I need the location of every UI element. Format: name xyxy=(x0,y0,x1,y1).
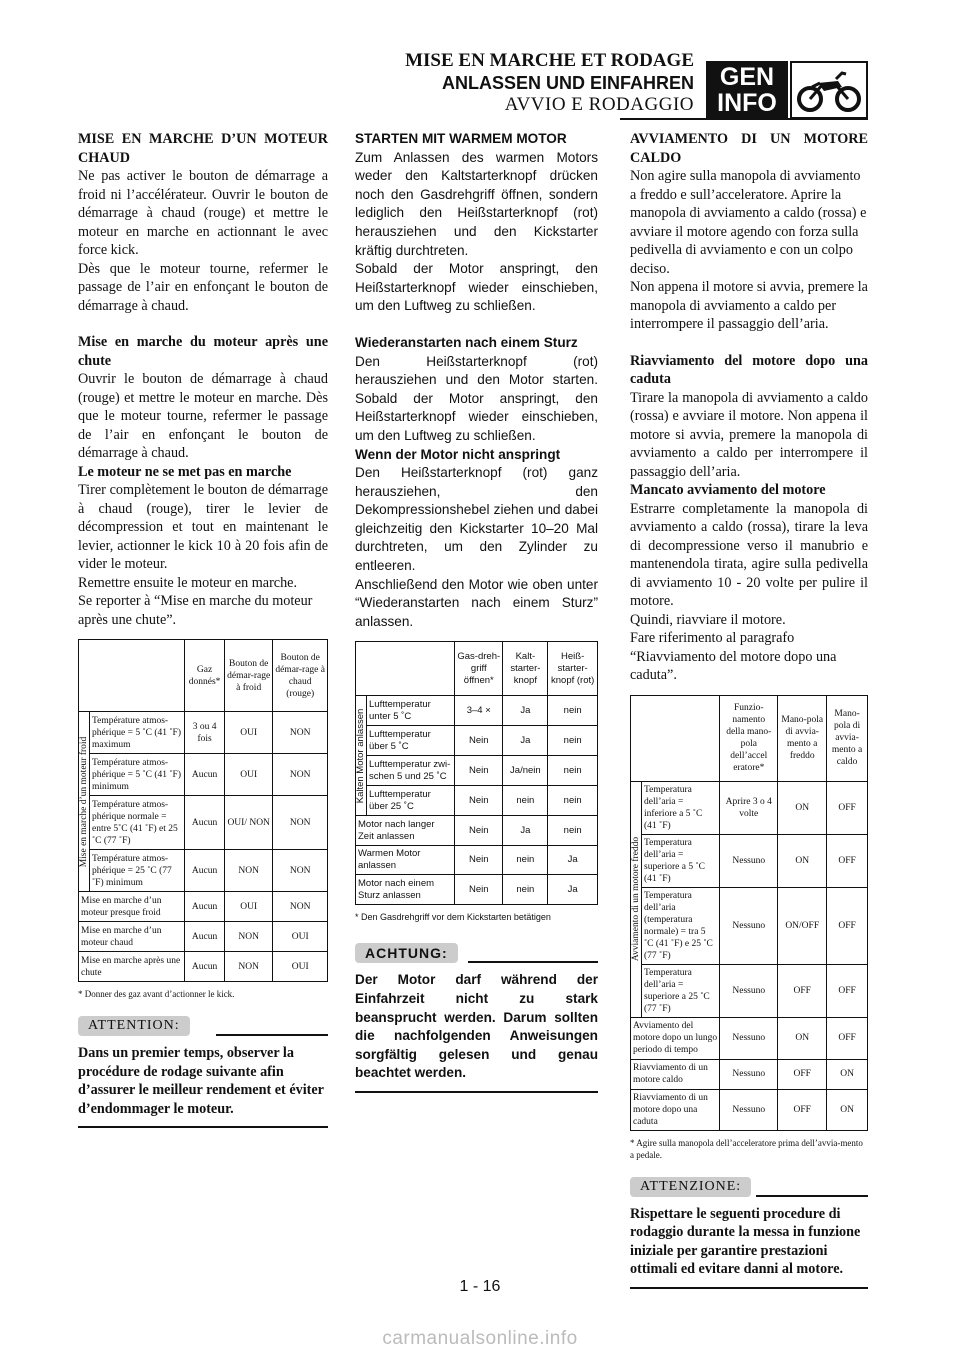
de-table-note: * Den Gasdrehgriff vor dem Kickstarten betätigen xyxy=(355,912,551,923)
table-cell: Température atmos-phérique = 5 ˚C (41 ˚F) maximum xyxy=(90,712,185,754)
table-cell: Warmen Motor anlassen xyxy=(356,846,455,875)
fr-paragraph: Se reporter à “Mise en marche du moteur après une chute”. xyxy=(78,593,313,628)
table-cell: Ja xyxy=(503,696,548,726)
it-paragraph: Tirare la manopola di avviamento a caldo (rossa) e avviare il motore. Non appena il motore si avvia, premere la manopola di avviamento a caldo per interrompere il passaggio dell’aria. xyxy=(630,389,868,480)
table-cell: ON xyxy=(778,781,827,834)
table-cell: OFF xyxy=(827,964,868,1017)
table-cell: nein xyxy=(503,875,548,905)
it-paragraph: Quindi, riavviare il motore. xyxy=(630,611,786,628)
table-cell: OFF xyxy=(778,964,827,1017)
table-cell: OFF xyxy=(778,1059,827,1089)
table-cell: OUI xyxy=(273,952,328,982)
de-paragraph: Den Heißstarterknopf (rot) ganz herausziehen, den Dekompressionshebel ziehen und dabei gleichzeitig den Kickstarter 10–20 Mal durchtreten, um den Zylinder zu entleeren. xyxy=(355,465,598,574)
table-header: Bouton de démar-rage à froid xyxy=(225,640,273,712)
table-cell: Riavviamento di un motore caldo xyxy=(631,1059,720,1089)
table-cell: Nein xyxy=(455,786,503,816)
table-header: Gas-dreh-griff öffnen* xyxy=(455,642,503,696)
table-group-label: Mise en marche d’un moteur froid xyxy=(79,712,90,892)
table-cell: Motor nach langer Zeit anlassen xyxy=(356,816,455,846)
table-cell: OFF xyxy=(827,1017,868,1059)
table-cell: Nein xyxy=(455,875,503,905)
table-cell: Ja/nein xyxy=(503,756,548,786)
attention-rule xyxy=(756,1195,868,1197)
title-fr: MISE EN MARCHE ET RODAGE xyxy=(405,50,694,71)
table-cell: NON xyxy=(225,922,273,952)
table-cell: Nessuno xyxy=(720,1059,778,1089)
table-cell: Nessuno xyxy=(720,887,778,964)
section-line1: GEN xyxy=(719,63,775,91)
table-cell: Nein xyxy=(455,756,503,786)
table-cell: Aucun xyxy=(185,754,225,796)
table-cell: 3 ou 4 fois xyxy=(185,712,225,754)
it-heading-nostart: Mancato avviamento del motore xyxy=(630,482,826,498)
table-cell: NON xyxy=(273,712,328,754)
de-heading-nostart: Wenn der Motor nicht anspringt xyxy=(355,446,561,462)
header-titles xyxy=(405,50,694,116)
table-cell: Aucun xyxy=(185,952,225,982)
de-heading-warm: STARTEN MIT WARMEM MOTOR xyxy=(355,131,567,146)
title-de: ANLASSEN UND EINFAHREN xyxy=(441,73,694,93)
table-cell: Motor nach einem Sturz anlassen xyxy=(356,875,455,905)
table-cell: OFF xyxy=(827,834,868,887)
table-cell: Température atmos-phérique = 25 ˚C (77 ˚F) minimum xyxy=(90,850,185,892)
table-cell: nein xyxy=(503,846,548,875)
table-cell: ON xyxy=(827,1089,868,1130)
table-cell: NON xyxy=(225,850,273,892)
table-cell: 3–4 × xyxy=(455,696,503,726)
de-heading-fall: Wiederanstarten nach einem Sturz xyxy=(355,334,578,350)
table-cell: Aucun xyxy=(185,922,225,952)
table-cell: Nessuno xyxy=(720,1089,778,1130)
table-cell: OUI xyxy=(273,922,328,952)
fr-start-table xyxy=(78,639,328,982)
attention-rule xyxy=(216,1034,328,1036)
fr-attention-banner xyxy=(78,1016,328,1038)
table-corner xyxy=(356,642,455,696)
table-header: Heiß-starter-knopf (rot) xyxy=(548,642,598,696)
table-cell: Ja xyxy=(503,816,548,846)
it-attention-banner xyxy=(630,1177,868,1199)
table-cell: Temperatura dell’aria = superiore a 25 ˚C (77 ˚F) xyxy=(642,964,720,1017)
table-cell: nein xyxy=(503,786,548,816)
it-table-note: * Agire sulla manopola dell’acceleratore prima dell’avvia-mento a pedale. xyxy=(630,1137,863,1160)
it-paragraph: Non agire sulla manopola di avviamento a freddo e sull’acceleratore. Aprire la manopola di avviamento a caldo (rossa) e avviare il motore agendo con forza sulla pedivella di avviamento e con un colpo deciso. xyxy=(630,168,867,277)
it-attention-text: Rispettare le seguenti procedure di rodaggio durante la messa in funzione iniziale per garantire prestazioni ottimali ed evitare danni al motore. xyxy=(630,1205,868,1289)
table-cell: OUI xyxy=(225,754,273,796)
fr-table-note: * Donner des gaz avant d’actionner le kick. xyxy=(78,989,235,999)
table-cell: OUI xyxy=(225,892,273,922)
de-attention-label: ACHTUNG: xyxy=(355,943,458,963)
table-cell: Nein xyxy=(455,846,503,875)
table-group-label: Kalten Motor anlassen xyxy=(356,696,367,816)
fr-heading-nostart: Le moteur ne se met pas en marche xyxy=(78,463,292,480)
it-start-table xyxy=(630,695,868,1131)
table-cell: Lufttemperatur über 5 ˚C xyxy=(367,726,455,756)
fr-heading-fall: Mise en marche du moteur après une chute xyxy=(78,334,328,369)
table-cell: nein xyxy=(548,786,598,816)
header-rule xyxy=(620,118,868,120)
table-cell: OFF xyxy=(827,781,868,834)
table-cell: nein xyxy=(548,726,598,756)
fr-heading-warm: MISE EN MARCHE D’UN MOTEUR CHAUD xyxy=(78,131,328,166)
table-corner xyxy=(79,640,185,712)
fr-paragraph: Ouvrir le bouton de démarrage à chaud (rouge) et mettre le moteur en marche. Dès que le moteur tourne, refermer le passage de l’air en enfonçant le bouton de démarrage à chaud. xyxy=(78,371,328,461)
table-cell: Temperatura dell’aria (temperatura normale) = tra 5 ˚C (41 ˚F) e 25 ˚C (77 ˚F) xyxy=(642,887,720,964)
fr-paragraph: Tirer complètement le bouton de démarrage à chaud (rouge), tirer le levier de décompression et tout en maintenant le levier, actionner le kick 10 à 20 fois afin de vider le moteur. xyxy=(78,482,328,572)
fr-paragraph: Remettre ensuite le moteur en marche. xyxy=(78,574,298,591)
table-cell: Nein xyxy=(455,726,503,756)
table-cell: Ja xyxy=(503,726,548,756)
de-paragraph: Sobald der Motor anspringt, den Heißstarterknopf wieder einschieben, um den Luftweg zu schließen. xyxy=(355,261,598,314)
de-paragraph: Zum Anlassen des warmen Motors weder den Kaltstarterknopf drücken noch den Gasdrehgriff öffnen, sondern lediglich den Heißstarterknopf (rot) herausziehen und den Kickstarter kräftig durchtreten. xyxy=(355,149,598,258)
table-cell: Température atmos-phérique normale = entre 5˚C (41 ˚F) et 25 ˚C (77 ˚F) xyxy=(90,796,185,850)
de-paragraph: Den Heißstarterknopf (rot) herausziehen und den Motor starten. Sobald der Motor anspringt, den Heißstarterknopf wieder einschieben, um den Luftweg zu schließen. xyxy=(355,353,598,443)
table-cell: Temperatura dell’aria = inferiore a 5 ˚C (41 ˚F) xyxy=(642,781,720,834)
table-cell: Aucun xyxy=(185,892,225,922)
table-cell: NON xyxy=(273,850,328,892)
de-paragraph: Anschließend den Motor wie oben unter “Wiederanstarten nach einem Sturz” anlassen. xyxy=(355,576,598,629)
fr-attention-label: ATTENTION: xyxy=(78,1016,190,1036)
table-cell: OFF xyxy=(827,887,868,964)
fr-paragraph: Dès que le moteur tourne, refermer le passage de l’air en enfonçant le bouton de démarrage à chaud. xyxy=(78,260,328,314)
table-cell: Riavviamento di un motore dopo una caduta xyxy=(631,1089,720,1130)
section-badge xyxy=(706,61,788,119)
table-cell: Lufttemperatur über 25 ˚C xyxy=(367,786,455,816)
table-cell: Nein xyxy=(455,816,503,846)
it-heading-fall: Riavviamento del motore dopo una caduta xyxy=(630,352,868,387)
de-attention-banner xyxy=(355,943,598,965)
fr-attention-text: Dans un premier temps, observer la procédure de rodage suivante afin d’assurer le meilleur rendement et éviter d’endommager le moteur. xyxy=(78,1044,328,1128)
table-cell: Avviamento del motore dopo un lungo periodo di tempo xyxy=(631,1017,720,1059)
motorcycle-icon xyxy=(790,61,868,119)
it-paragraph: Fare riferimento al paragrafo “Riavviamento del motore dopo una caduta”. xyxy=(630,630,837,683)
table-cell: Nessuno xyxy=(720,1017,778,1059)
fr-paragraph: Ne pas activer le bouton de démarrage a froid ni l’accélérateur. Ouvrir le bouton de démarrage à chaud (rouge) et mettre le moteur en marche en actionnant le avec force kick. xyxy=(78,168,328,258)
table-cell: Aucun xyxy=(185,850,225,892)
table-cell: NON xyxy=(273,892,328,922)
column-italian xyxy=(630,130,868,1289)
table-cell: Aprire 3 o 4 volte xyxy=(720,781,778,834)
table-cell: Mise en marche d’un moteur presque froid xyxy=(79,892,185,922)
table-cell: nein xyxy=(548,816,598,846)
table-header: Gaz donnés* xyxy=(185,640,225,712)
it-heading-warm: AVVIAMENTO DI UN MOTORE CALDO xyxy=(630,131,868,166)
table-cell: Lufttemperatur zwi-schen 5 und 25 ˚C xyxy=(367,756,455,786)
table-cell: Mise en marche après une chute xyxy=(79,952,185,982)
table-header: Mano-pola di avvia-mento a caldo xyxy=(827,695,868,781)
table-cell: Ja xyxy=(548,875,598,905)
it-paragraph: Non appena il motore si avvia, premere la manopola di avviamento a caldo per interrompere il passaggio dell’aria. xyxy=(630,279,868,332)
table-cell: NON xyxy=(225,952,273,982)
table-cell: NON xyxy=(273,796,328,850)
table-cell: Ja xyxy=(548,846,598,875)
table-cell: Lufttemperatur unter 5 ˚C xyxy=(367,696,455,726)
table-header: Kalt-starter-knopf xyxy=(503,642,548,696)
title-it: AVVIO E RODAGGIO xyxy=(504,94,694,115)
table-cell: Mise en marche d’un moteur chaud xyxy=(79,922,185,952)
de-attention-text: Der Motor darf während der Einfahrzeit nicht zu stark beansprucht werden. Darum sollten die nachfolgenden Anweisungen sorgfältig gelesen und genau beachtet werden. xyxy=(355,971,598,1093)
it-paragraph: Estrarre completamente la manopola di avviamento a caldo (rossa), tirare la leva di decompressione verso il manubrio e mantenendola tirata, agire sulla pedivella di avviamento 10 - 20 volte per pulire il motore. xyxy=(630,500,868,609)
table-cell: OUI xyxy=(225,712,273,754)
table-cell: Aucun xyxy=(185,796,225,850)
table-header: Bouton de démar-rage à chaud (rouge) xyxy=(273,640,328,712)
attention-rule xyxy=(468,961,598,963)
table-corner xyxy=(631,695,720,781)
section-line2: INFO xyxy=(717,89,777,117)
table-header: Mano-pola di avvia-mento a freddo xyxy=(778,695,827,781)
column-german xyxy=(355,130,598,1093)
column-french xyxy=(78,130,328,1128)
table-cell: ON xyxy=(778,1017,827,1059)
page-number: 1 - 16 xyxy=(459,1278,501,1295)
table-cell: NON xyxy=(273,754,328,796)
table-cell: nein xyxy=(548,756,598,786)
table-cell: Température atmos-phérique = 5 ˚C (41 ˚F) minimum xyxy=(90,754,185,796)
table-cell: ON xyxy=(778,834,827,887)
de-start-table xyxy=(355,641,598,905)
table-cell: ON xyxy=(827,1059,868,1089)
table-cell: OUI/ NON xyxy=(225,796,273,850)
table-header: Funzio-namento della mano-pola dell’accel eratore* xyxy=(720,695,778,781)
table-cell: Temperatura dell’aria = superiore a 5 ˚C (41 ˚F) xyxy=(642,834,720,887)
table-cell: nein xyxy=(548,696,598,726)
table-cell: Nessuno xyxy=(720,964,778,1017)
table-cell: Nessuno xyxy=(720,834,778,887)
table-group-label: Avviamento di un motore freddo xyxy=(631,781,642,1017)
watermark: carmanualsonline.info xyxy=(382,1328,578,1349)
table-cell: OFF xyxy=(778,1089,827,1130)
it-attention-label: ATTENZIONE: xyxy=(630,1177,751,1197)
table-cell: ON/OFF xyxy=(778,887,827,964)
